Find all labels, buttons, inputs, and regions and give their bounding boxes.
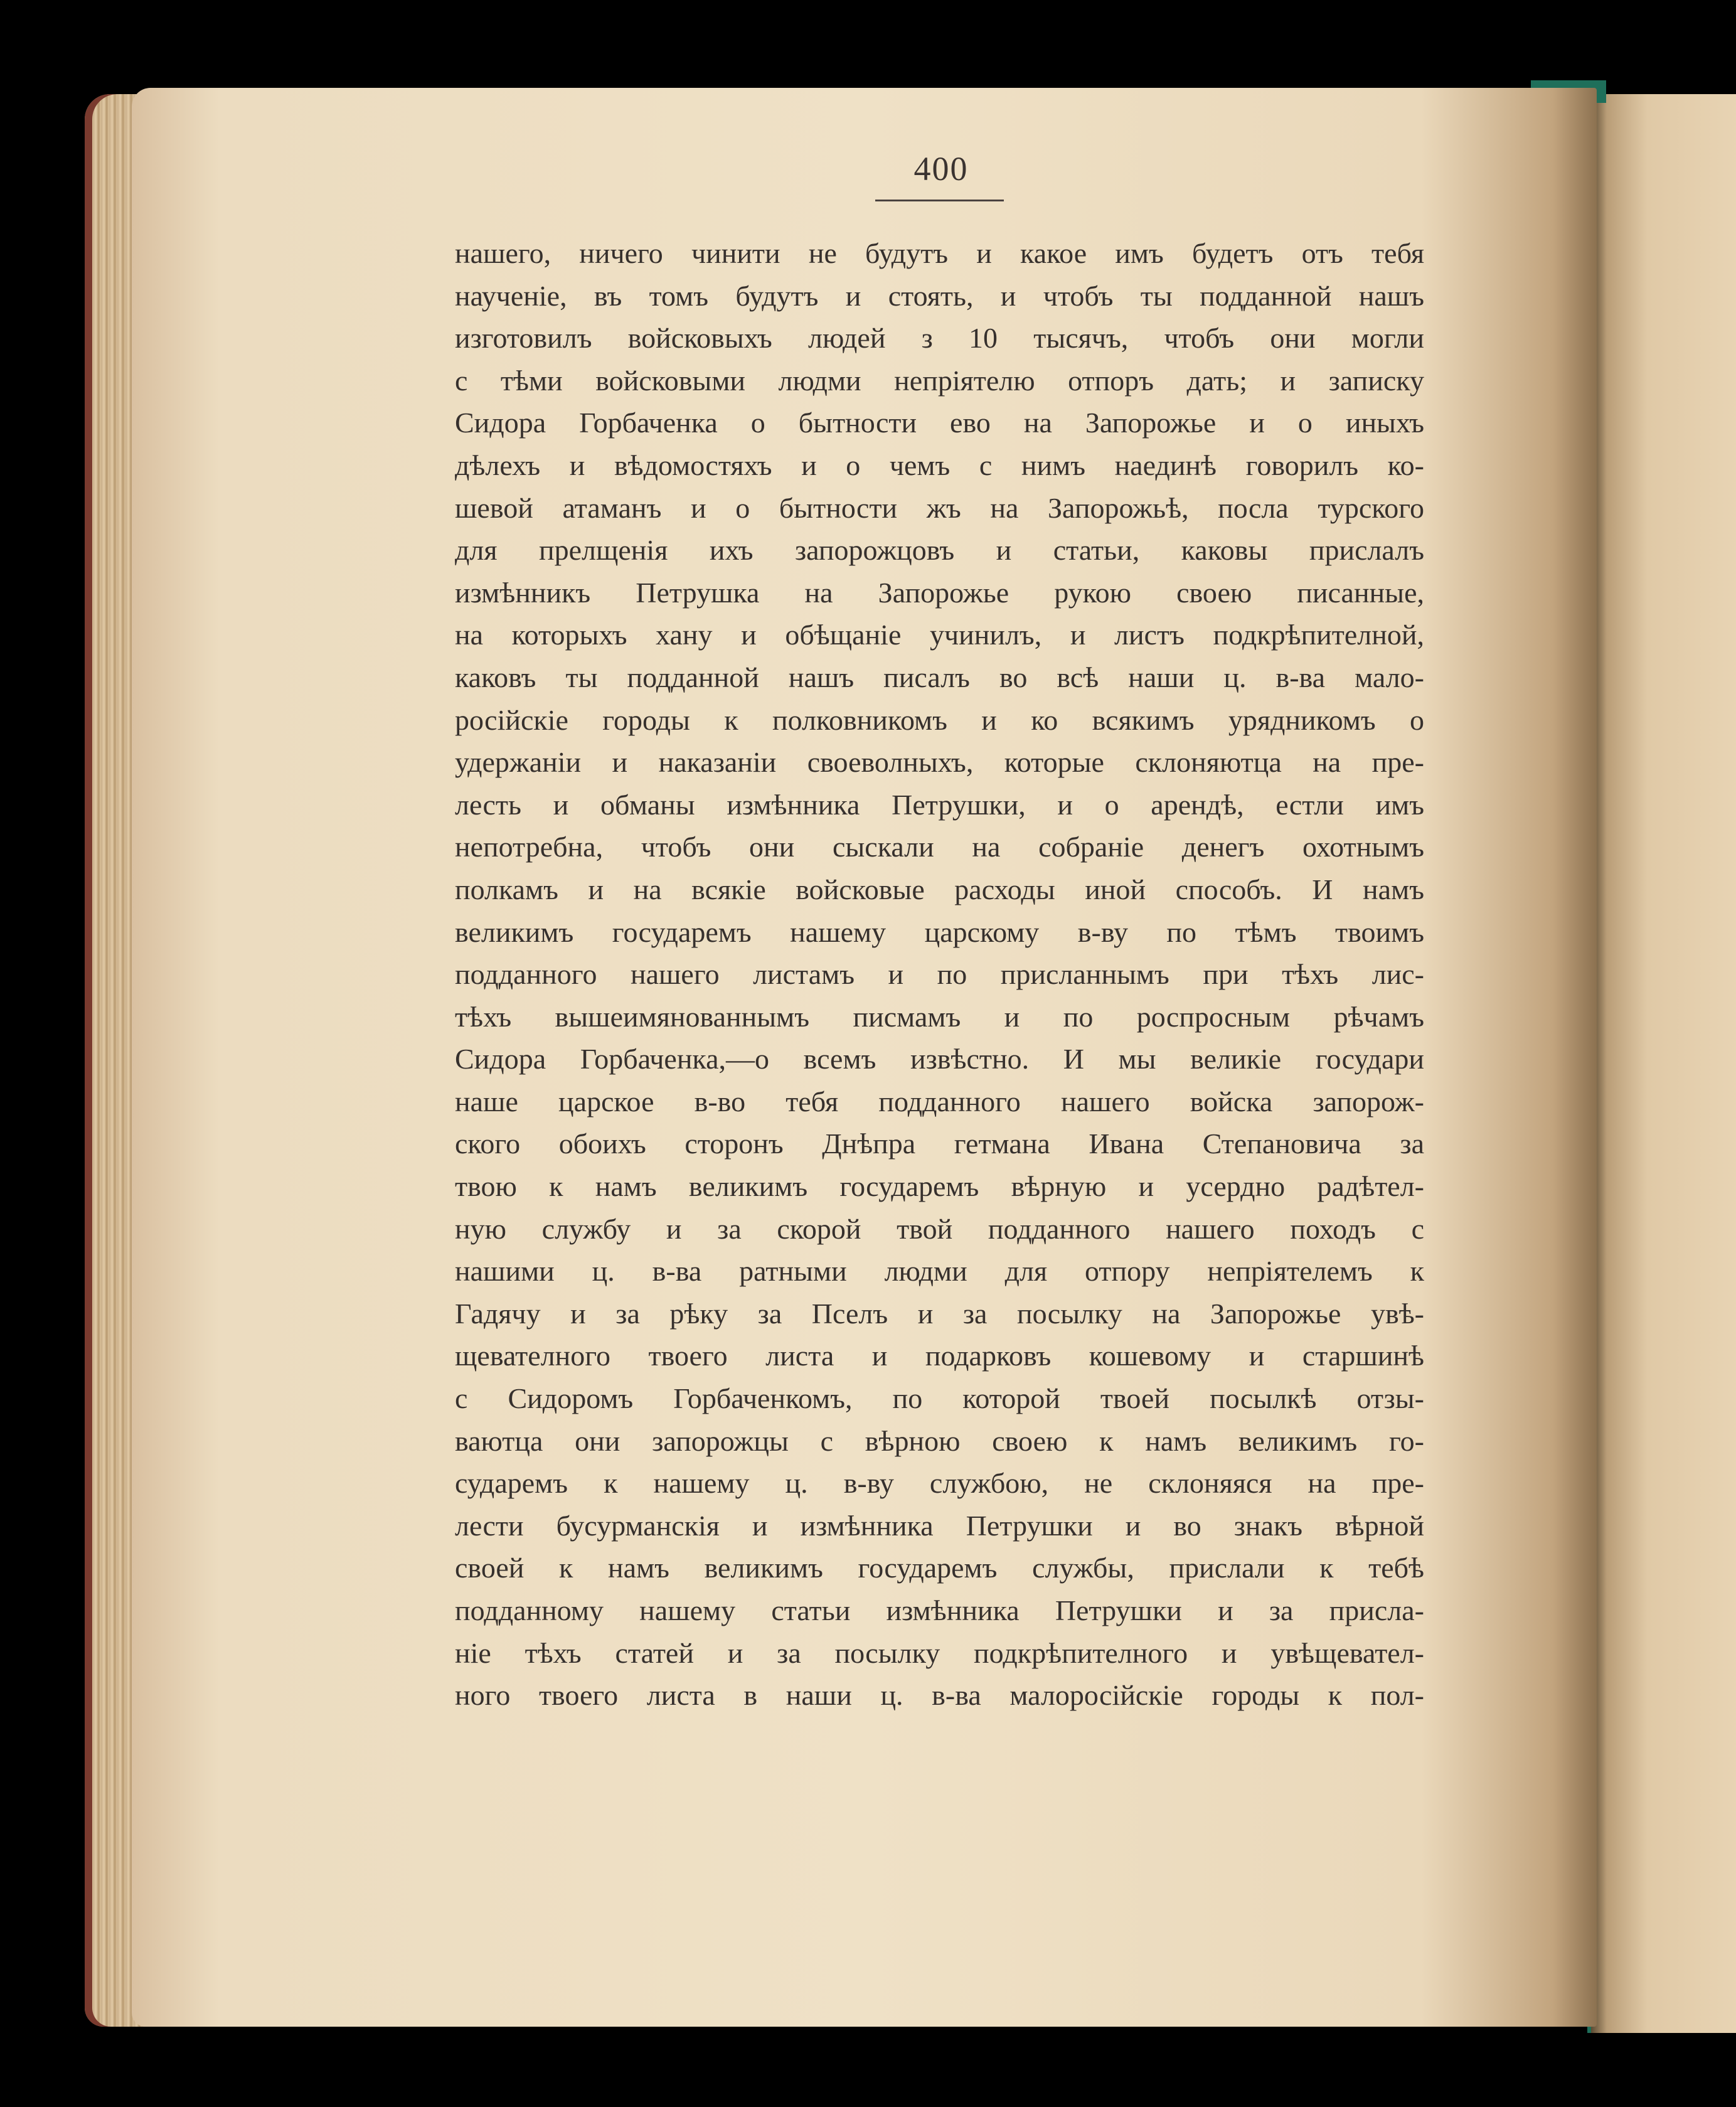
text-line: сударемъ к нашему ц. в-ву службою, не склоняяся на пре- — [455, 1467, 1424, 1500]
text-line: на которыхъ хану и обѣщаніе учинилъ, и листъ подкрѣпителной, — [455, 619, 1424, 651]
text-line: лесть и обманы измѣнника Петрушки, и о арендѣ, естли имъ — [455, 788, 1424, 821]
text-line: ского обоихъ сторонъ Днѣпра гетмана Ивана Степановича за — [455, 1128, 1424, 1160]
text-line: ного твоего листа в наши ц. в-ва малоросійскіе городы к пол- — [455, 1679, 1424, 1712]
text-line: твою к намъ великимъ государемъ вѣрную и усердно радѣтел- — [455, 1170, 1424, 1203]
text-line: тѣхъ вышеимянованнымъ писмамъ и по роспросным рѣчамъ — [455, 1000, 1424, 1033]
text-line: измѣнникъ Петрушка на Запорожье рукою своею писанные, — [455, 576, 1424, 609]
page-text — [455, 232, 1424, 1717]
text-line: щевателного твоего листа и подарковъ кошевому и старшинѣ — [455, 1340, 1424, 1372]
text-line: шевой атаманъ и о бытности жъ на Запорожьѣ, посла турского — [455, 491, 1424, 524]
text-line: наученіе, въ томъ будутъ и стоять, и чтобъ ты подданной нашъ — [455, 279, 1424, 312]
text-line: нашими ц. в-ва ратными людми для отпору непріятелемъ к — [455, 1255, 1424, 1288]
text-line: непотребна, чтобъ они сыскали на собраніе денегъ охотнымъ — [455, 831, 1424, 863]
text-line: російскіе городы к полковникомъ и ко всякимъ урядникомъ о — [455, 703, 1424, 736]
text-line: с Сидоромъ Горбаченкомъ, по которой твоей посылкѣ отзы- — [455, 1382, 1424, 1415]
facing-page — [1587, 94, 1736, 2033]
text-line: дѣлехъ и вѣдомостяхъ и о чемъ с нимъ наединѣ говорилъ ко- — [455, 449, 1424, 481]
text-line: своей к намъ великимъ государемъ службы, прислали к тебѣ — [455, 1552, 1424, 1584]
text-line: ніе тѣхъ статей и за посылку подкрѣпителного и увѣщевател- — [455, 1636, 1424, 1669]
text-line: с тѣми войсковыми людми непріятелю отпоръ дать; и записку — [455, 364, 1424, 397]
text-line: ную службу и за скорой твой подданного нашего походъ с — [455, 1212, 1424, 1245]
page-number: 400 — [913, 150, 969, 188]
text-line: подданному нашему статьи измѣнника Петрушки и за присла- — [455, 1594, 1424, 1626]
text-line: ваютца они запорожцы с вѣрною своею к намъ великимъ го- — [455, 1424, 1424, 1457]
text-line: изготовилъ войсковыхъ людей з 10 тысячъ, чтобъ они могли — [455, 322, 1424, 355]
text-line: великимъ государемъ нашему царскому в-ву по тѣмъ твоимъ — [455, 915, 1424, 948]
text-line: полкамъ и на всякіе войсковые расходы иной способъ. И намъ — [455, 873, 1424, 905]
text-line: удержаніи и наказаніи своеволныхъ, которые склоняютца на пре- — [455, 746, 1424, 779]
text-line: Гадячу и за рѣку за Пселъ и за посылку на Запорожье увѣ- — [455, 1297, 1424, 1330]
text-line: лести бусурманскія и измѣнника Петрушки и во знакъ вѣрной — [455, 1509, 1424, 1542]
text-line: наше царское в-во тебя подданного нашего войска запорож- — [455, 1085, 1424, 1118]
text-line: для прелщенія ихъ запорожцовъ и статьи, каковы прислалъ — [455, 534, 1424, 567]
text-line: подданного нашего листамъ и по присланнымъ при тѣхъ лис- — [455, 958, 1424, 991]
text-line: Сидора Горбаченка о бытности ево на Запорожье и о иныхъ — [455, 407, 1424, 439]
text-line: нашего, ничего чинити не будутъ и какое имъ будетъ отъ тебя — [455, 237, 1424, 269]
header-rule — [875, 200, 1004, 201]
text-line: каковъ ты подданной нашъ писалъ во всѣ наши ц. в-ва мало- — [455, 661, 1424, 693]
text-line: Сидора Горбаченка,—о всемъ извѣстно. И мы великіе государи — [455, 1043, 1424, 1075]
